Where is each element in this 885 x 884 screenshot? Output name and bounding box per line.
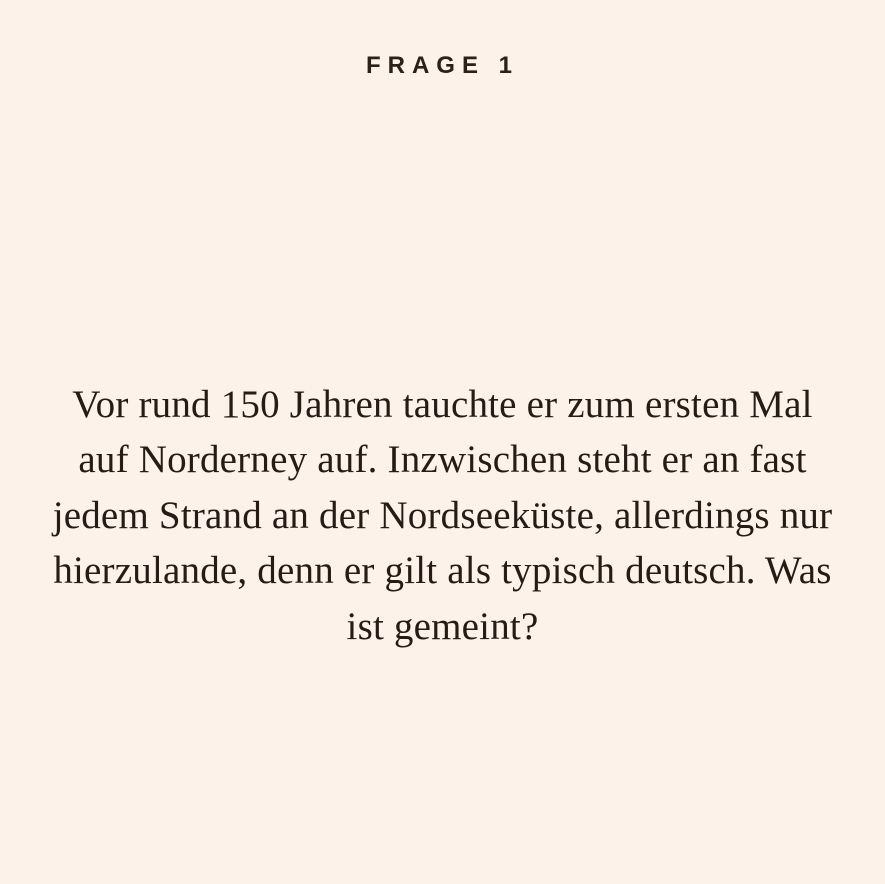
question-text: Vor rund 150 Jahren tauchte er zum ersten Mal auf Norderney auf. Inzwischen steht er an fast jedem Strand an der Nordseeküste, allerdings nur hierzulande, denn er gilt als typisch deutsch. Was ist gemeint? [52,383,833,648]
question-number-label: FRAGE 1 [365,52,519,79]
question-container [0,338,885,693]
